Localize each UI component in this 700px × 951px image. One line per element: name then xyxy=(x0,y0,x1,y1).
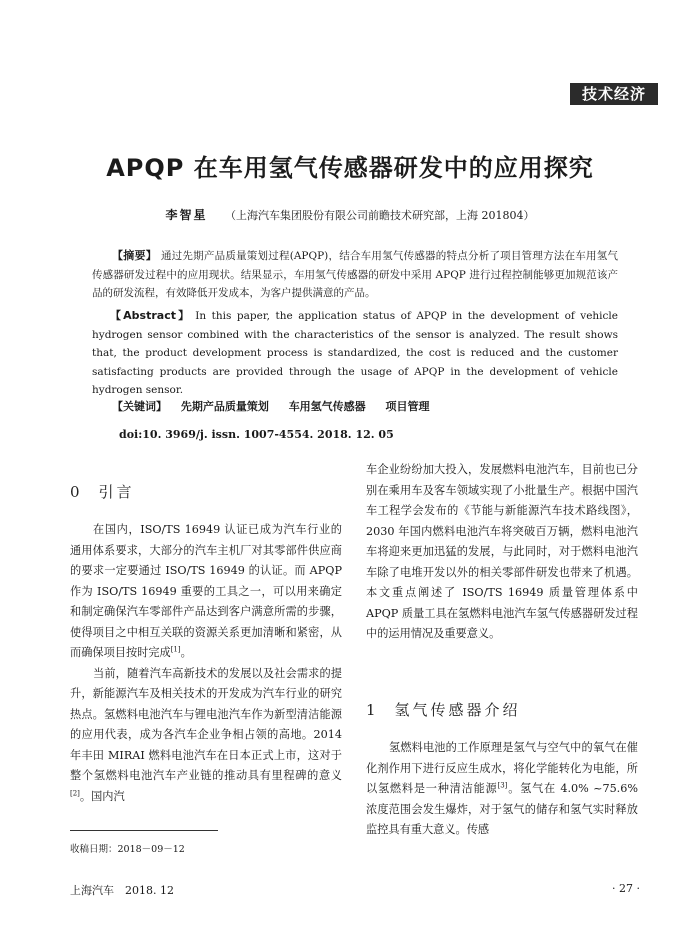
citation-ref: [1] xyxy=(170,645,181,654)
doi: doi:10. 3969/j. issn. 1007-4554. 2018. 12. 05 xyxy=(119,428,394,441)
section-title: 氢气传感器介绍 xyxy=(394,701,521,719)
right-column-section-1 xyxy=(366,738,638,841)
abstract-en-label: 【Abstract】 xyxy=(110,309,192,322)
journal-footer: 上海汽车 2018. 12 xyxy=(70,884,174,897)
section-heading-1 xyxy=(366,699,521,720)
section-number: 0 xyxy=(70,483,83,501)
keywords-label: 【关键词】 xyxy=(112,400,167,413)
body-paragraph: 在国内，ISO/TS 16949 认证已成为汽车行业的通用体系要求，大部分的汽车主机厂对其零部件供应商的要求一定要通过 ISO/TS 16949 的认证。而 APQP 作为 ISO/TS 16949 重要的工具之一，可以用来确定和制定确保汽车零部件产品达到客户满意所需的步骤，使得项目之中相互关联的资源关系更加清晰和紧密，从而确保项目按时完成[1]。 xyxy=(70,523,342,659)
section-number: 1 xyxy=(366,701,379,719)
left-column xyxy=(70,520,342,807)
author-line xyxy=(0,206,700,223)
author-name: 李智星 xyxy=(165,208,208,222)
page-number: · 27 · xyxy=(612,882,640,895)
received-date: 收稿日期：2018－09－12 xyxy=(70,844,185,855)
body-paragraph: 氢燃料电池的工作原理是氢气与空气中的氧气在催化剂作用下进行反应生成水，将化学能转化为电能，所以氢燃料是一种清洁能源[3]。氢气在 4.0% ~75.6% 浓度范围会发生爆炸，对于氢气的储存和氢气实时释放监控具有重大意义。传感 xyxy=(366,741,638,836)
body-paragraph: 当前，随着汽车高新技术的发展以及社会需求的提升，新能源汽车及相关技术的开发成为汽车行业的研究热点。氢燃料电池汽车与锂电池汽车作为新型清洁能源的应用代表，成为各汽车企业争相占领的高地。2014 年丰田 MIRAI 燃料电池汽车在日本正式上市，这对于整个氢燃料电池汽车产业链的推动具有里程碑的意义[2]。国内汽 xyxy=(70,666,342,803)
citation-ref: [3] xyxy=(497,781,508,790)
abstract-cn-text: 通过先期产品质量策划过程(APQP)，结合车用氢气传感器的特点分析了项目管理方法在车用氢气传感器研发过程中的应用现状。结果显示，车用氢气传感器的研发中采用 APQP 进行过程控制能够更加规范该产品的研发流程，有效降低开发成本，为客户提供满意的产品。 xyxy=(92,250,619,299)
abstract-cn-label: 【摘要】 xyxy=(112,249,157,262)
keyword-item: 先期产品质量策划 xyxy=(180,400,269,413)
right-column xyxy=(366,460,638,645)
abstract-en xyxy=(92,307,618,400)
keyword-item: 车用氢气传感器 xyxy=(288,400,366,413)
section-tag: 技术经济 xyxy=(570,83,658,105)
author-affiliation: （上海汽车集团股份有限公司前瞻技术研究部，上海 201804） xyxy=(225,209,535,222)
article-title: APQP 在车用氢气传感器研发中的应用探究 xyxy=(106,154,594,182)
body-paragraph: 车企业纷纷加大投入，发展燃料电池汽车，目前也已分别在乘用车及客车领域实现了小批量生产。根据中国汽车工程学会发布的《节能与新能源汽车技术路线图》，2030 年国内燃料电池汽车将突破百万辆，燃料电池汽车将迎来更加迅猛的发展，与此同时，对于燃料电池汽车除了电堆开发以外的相关零部件研发也带来了机遇。本文重点阐述了 ISO/TS 16949 质量管理体系中 APQP 质量工具在氢燃料电池汽车氢气传感器研发过程中的运用情况及重要意义。 xyxy=(366,463,638,640)
keyword-item: 项目管理 xyxy=(385,400,430,413)
abstract-en-text: In this paper, the application status of APQP in the development of vehicle hydrogen sensor combined with the characteristics of the sensor is analyzed. The result shows that, the product development process is standardized, the cost is reduced and the customer satisfacting products are provided through the usage of APQP in the development of vehicle hydrogen sensor. xyxy=(92,310,618,396)
footnote-divider xyxy=(70,830,218,831)
keywords xyxy=(112,398,436,414)
citation-ref: [2] xyxy=(70,788,80,797)
section-heading-0 xyxy=(70,481,135,502)
section-title: 引言 xyxy=(98,483,135,501)
abstract-cn xyxy=(92,247,618,303)
